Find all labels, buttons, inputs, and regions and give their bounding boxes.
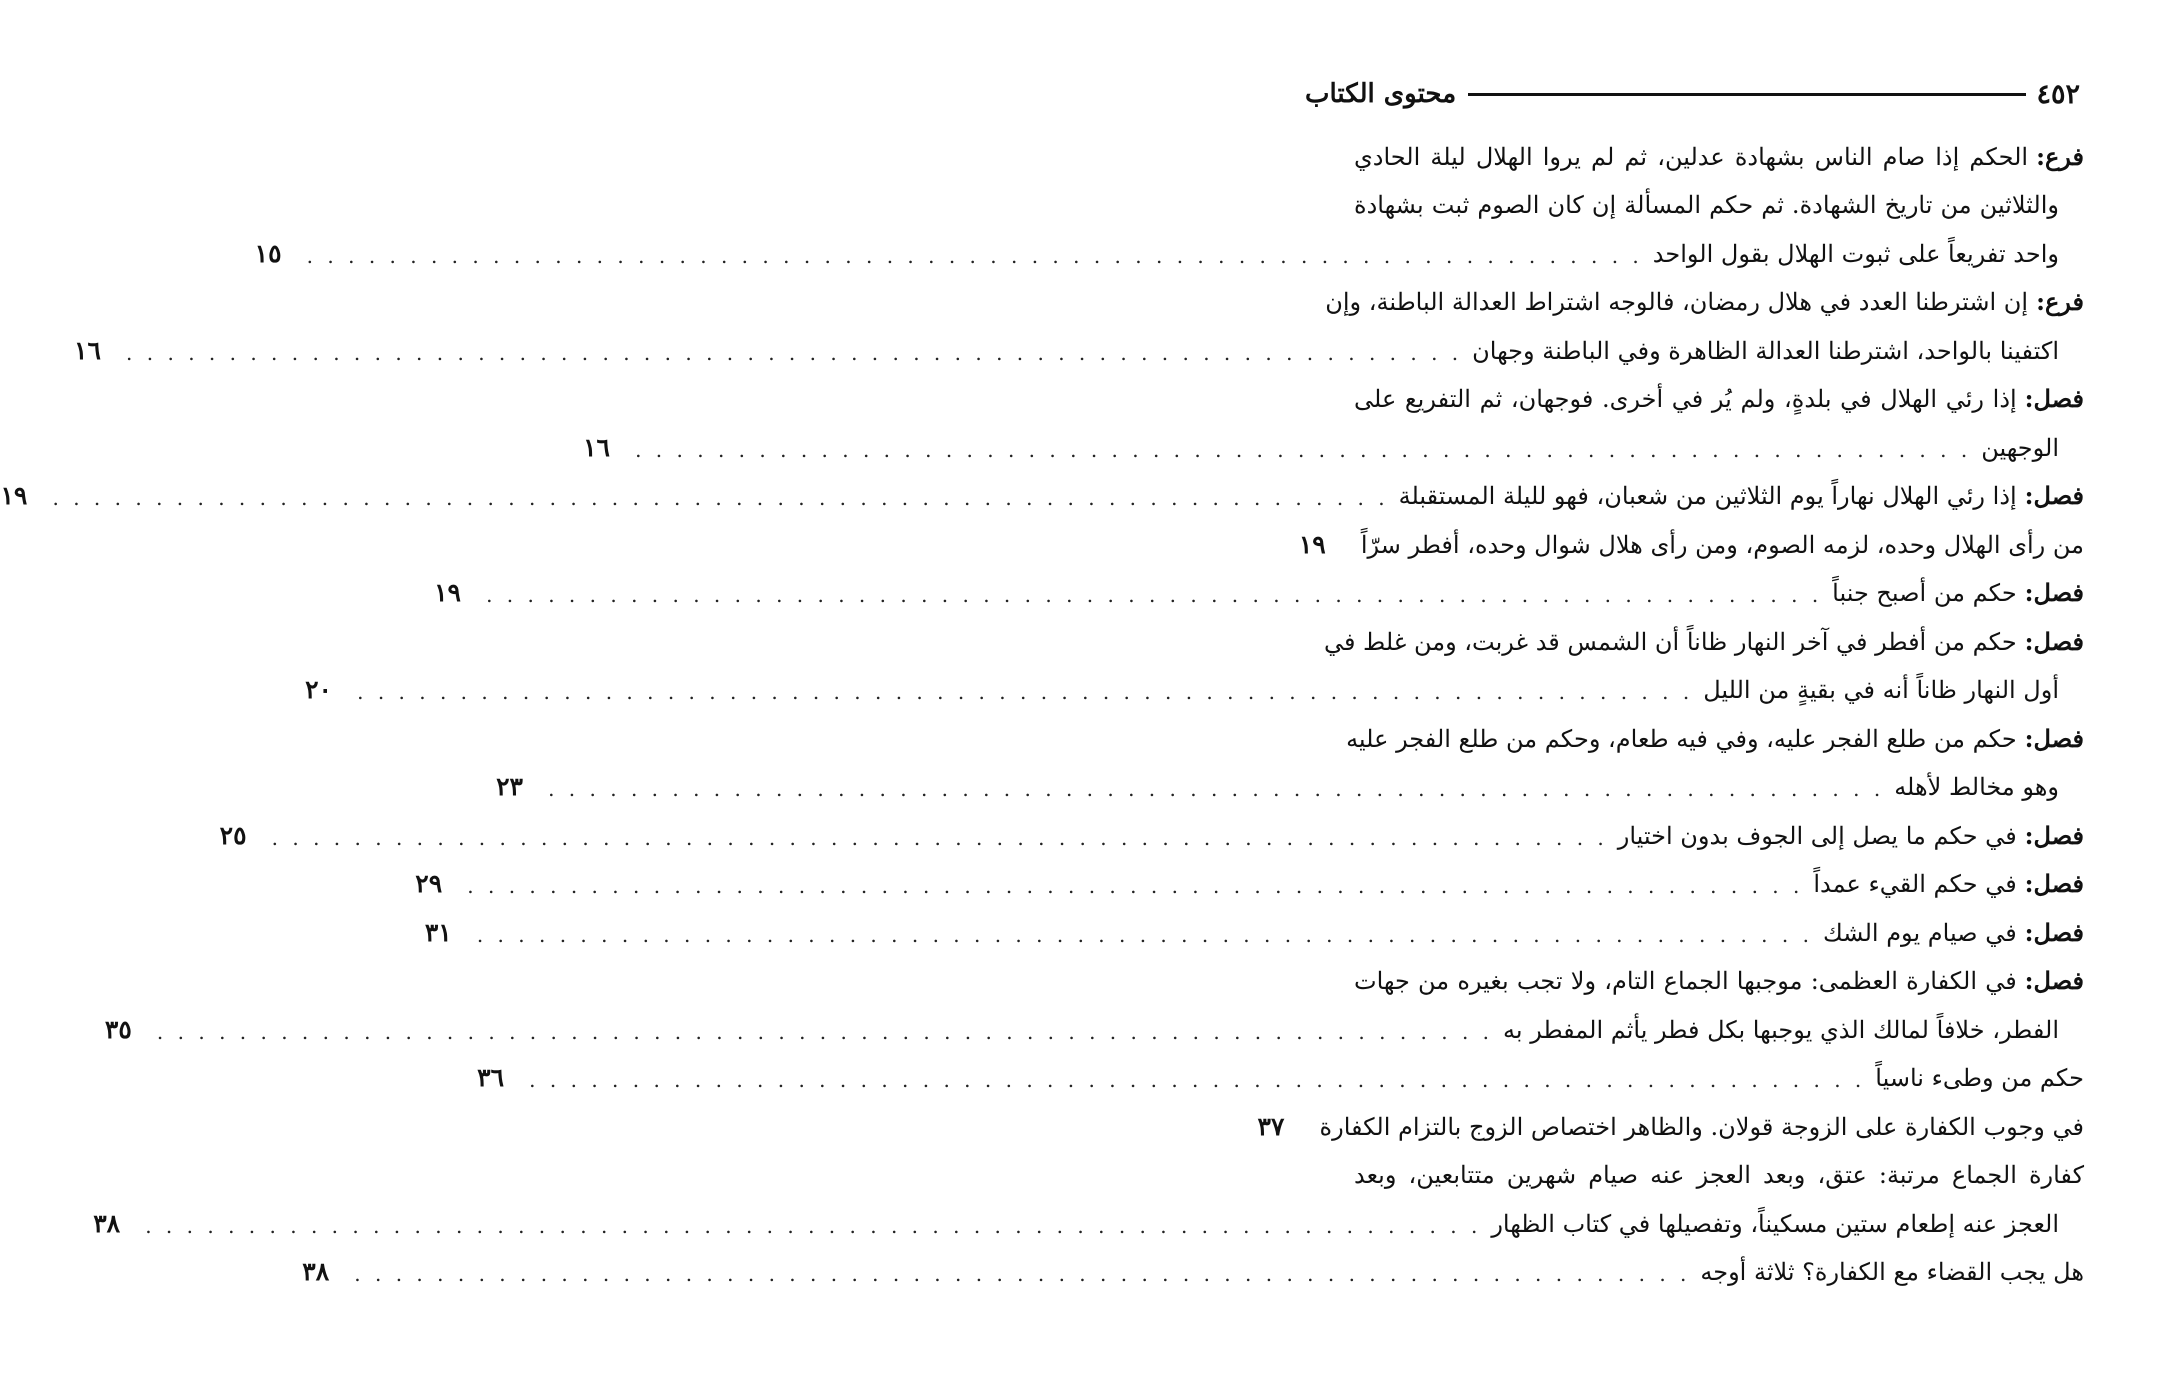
dot-leader: . . . . . . . . . . . . . . . . . . . . . . . . . . . . . . . . . . . . . . . . . . . . . . . . . . . . . . . . . . . . . . . . . [145, 1213, 1482, 1238]
dot-leader: . . . . . . . . . . . . . . . . . . . . . . . . . . . . . . . . . . . . . . . . . . . . . . . . . . . . . . . . . . . . . . . . . [548, 777, 1885, 801]
toc-line [1312, 610, 2084, 659]
entry-label: فصل: [2024, 626, 2084, 656]
entry-line-text: أول النهار ظاناً أنه في بقيةٍ من الليل [1703, 676, 2059, 704]
entry-text [1703, 673, 2084, 707]
entry-page-number: ١٩ [1298, 529, 1326, 559]
entry-line-text: حكم من أفطر في آخر النهار ظاناً أن الشمس قد غربت، ومن غلط في [1323, 627, 2017, 656]
toc-line [1298, 513, 2084, 562]
dot-leader: . . . . . . . . . . . . . . . . . . . . . . . . . . . . . . . . . . . . . . . . . . . . . . . . . . . . . . . . . . . . . . . . . [354, 1262, 1691, 1286]
entry-label: فصل: [2024, 869, 2084, 898]
entry-page-number: ١٩ [0, 481, 28, 510]
dot-leader: . . . . . . . . . . . . . . . . . . . . . . . . . . . . . . . . . . . . . . . . . . . . . . . . . . . . . . . . . . . . . . . . . [271, 825, 1608, 850]
entry-label: فصل: [2024, 966, 2084, 995]
entry-line-text: في الكفارة العظمى: موجبها الجماع التام، ولا تجب بغيره من جهات [1354, 967, 2017, 995]
dot-leader: . . . . . . . . . . . . . . . . . . . . . . . . . . . . . . . . . . . . . . . . . . . . . . . . . . . . . . . . . . . . . . . . . [126, 340, 1463, 365]
toc-line [477, 1047, 2084, 1096]
entry-label: فرع: [2036, 287, 2084, 316]
entry-text [1354, 1158, 2084, 1192]
entry-text [1875, 1061, 2084, 1095]
dot-leader: . . . . . . . . . . . . . . . . . . . . . . . . . . . . . . . . . . . . . . . . . . . . . . . . . . . . . . . . . . . . . . . . . [306, 243, 1643, 268]
entry-page-number: ٢٣ [496, 772, 523, 801]
entry-label: فرع: [2036, 141, 2084, 171]
entry-label: فصل: [2024, 481, 2084, 510]
toc-line [1312, 271, 2084, 320]
entry-line-text: إذا رئي الهلال نهاراً يوم الثلاثين من شعبان، فهو لليلة المستقبلة [1398, 482, 2017, 510]
toc-line [1312, 707, 2084, 756]
dot-leader: . . . . . . . . . . . . . . . . . . . . . . . . . . . . . . . . . . . . . . . . . . . . . . . . . . . . . . . . . . . . . . . . . [635, 437, 1972, 462]
entry-line-text: وهو مخالط لأهله [1894, 773, 2059, 801]
entry-line-text: هل يجب القضاء مع الكفارة؟ ثلاثة أوجه [1700, 1258, 2084, 1286]
page-number: ٤٥٢ [2036, 78, 2080, 110]
entry-line-text: في حكم القيء عمداً [1813, 870, 2017, 898]
entry-text [1823, 916, 2084, 950]
entry-page-number: ٢٥ [219, 820, 247, 850]
entry-page-number: ٣٦ [477, 1063, 505, 1092]
toc-line [219, 804, 2084, 853]
table-of-contents [0, 125, 2084, 1289]
entry-text [1354, 188, 2084, 222]
dot-leader: . . . . . . . . . . . . . . . . . . . . . . . . . . . . . . . . . . . . . . . . . . . . . . . . . . . . . . . . . . . . . . . . . [529, 1068, 1866, 1092]
entry-line-text: في صيام يوم الشك [1822, 918, 2017, 947]
entry-line-text: حكم من وطىء ناسياً [1875, 1064, 2084, 1092]
entry-line-text: إن اشترطنا العدد في هلال رمضان، فالوجه اشتراط العدالة الباطنة، وإن [1325, 288, 2029, 316]
toc-line [1312, 174, 2084, 223]
entry-line-text: في وجوب الكفارة على الزوجة قولان. والظاهر اختصاص الزوج بالتزام الكفارة [1319, 1112, 2084, 1141]
entry-line-text: واحد تفريعاً على ثبوت الهلال بقول الواحد [1652, 239, 2059, 268]
toc-line [583, 416, 2084, 465]
entry-page-number: ٣٥ [104, 1014, 132, 1044]
entry-text [1894, 770, 2084, 804]
toc-line [415, 853, 2084, 902]
toc-line [434, 562, 2084, 611]
header-rule [1468, 93, 2026, 96]
page-header [1305, 74, 2080, 114]
entry-label: فصل: [2024, 820, 2084, 850]
entry-label: فصل: [2024, 384, 2084, 413]
toc-line [254, 222, 2084, 271]
entry-page-number: ٣٨ [93, 1208, 121, 1238]
entry-line-text: الفطر، خلافاً لمالك الذي يوجبها بكل فطر يأثم المفطر به [1503, 1015, 2059, 1044]
entry-page-number: ٢٩ [415, 869, 443, 898]
entry-text [1346, 722, 2084, 756]
entry-text [1700, 1255, 2084, 1289]
entry-text [1324, 625, 2084, 659]
toc-line [1257, 1095, 2084, 1144]
entry-line-text: اكتفينا بالواحد، اشترطنا العدالة الظاهرة وفي الباطنة وجهان [1472, 336, 2059, 365]
entry-page-number: ٣٨ [302, 1257, 330, 1286]
entry-line-text: والثلاثين من تاريخ الشهادة. ثم حكم المسألة إن كان الصوم ثبت بشهادة [1354, 191, 2059, 219]
entry-line-text: كفارة الجماع مرتبة: عتق، وبعد العجز عنه صيام شهرين متتابعين، وبعد [1354, 1161, 2084, 1189]
entry-text [1399, 479, 2084, 513]
toc-line [104, 998, 2084, 1047]
entry-line-text: العجز عنه إطعام ستين مسكيناً، وتفصيلها في كتاب الظهار [1491, 1209, 2059, 1238]
entry-text [1354, 964, 2084, 998]
entry-text [1320, 1110, 2084, 1144]
toc-line [74, 319, 2084, 368]
entry-text [1472, 334, 2084, 368]
dot-leader: . . . . . . . . . . . . . . . . . . . . . . . . . . . . . . . . . . . . . . . . . . . . . . . . . . . . . . . . . . . . . . . . . [357, 680, 1694, 704]
entry-line-text: الحكم إذا صام الناس بشهادة عدلين، ثم لم يروا الهلال ليلة الحادي [1354, 142, 2029, 171]
entry-page-number: ١٦ [583, 432, 610, 462]
entry-page-number: ١٥ [254, 238, 282, 268]
dot-leader: . . . . . . . . . . . . . . . . . . . . . . . . . . . . . . . . . . . . . . . . . . . . . . . . . . . . . . . . . . . . . . . . . [52, 486, 1389, 510]
entry-label: فصل: [2024, 917, 2084, 947]
entry-text [1653, 237, 2084, 271]
entry-page-number: ٣٧ [1257, 1111, 1285, 1141]
dot-leader: . . . . . . . . . . . . . . . . . . . . . . . . . . . . . . . . . . . . . . . . . . . . . . . . . . . . . . . . . . . . . . . . . [486, 583, 1823, 607]
entry-page-number: ١٩ [434, 578, 461, 607]
entry-line-text: حكم من طلع الفجر عليه، وفي فيه طعام، وحكم من طلع الفجر عليه [1346, 724, 2017, 753]
toc-line [496, 756, 2084, 805]
entry-line-text: إذا رئي الهلال في بلدةٍ، ولم يُر في أخرى. فوجهان، ثم التفريع على [1354, 385, 2017, 413]
entry-text [1354, 140, 2084, 174]
toc-line [424, 901, 2084, 950]
entry-text [1503, 1013, 2084, 1047]
toc-line [305, 659, 2084, 708]
dot-leader: . . . . . . . . . . . . . . . . . . . . . . . . . . . . . . . . . . . . . . . . . . . . . . . . . . . . . . . . . . . . . . . . . [467, 874, 1804, 898]
entry-text [1813, 867, 2084, 901]
toc-line [93, 1192, 2084, 1241]
toc-line [1312, 1144, 2084, 1193]
entry-text [1325, 285, 2084, 319]
entry-line-text: في حكم ما يصل إلى الجوف بدون اختيار [1617, 821, 2017, 850]
toc-line [302, 1241, 2084, 1290]
entry-line-text: من رأى الهلال وحده، لزمه الصوم، ومن رأى هلال شوال وحده، أفطر سرّاً [1360, 530, 2084, 559]
entry-page-number: ١٦ [74, 335, 101, 365]
entry-label: فصل: [2024, 723, 2084, 753]
entry-line-text: حكم من أصبح جنباً [1832, 579, 2017, 607]
entry-page-number: ٣١ [424, 917, 452, 947]
entry-text [1981, 431, 2084, 465]
toc-line [1312, 950, 2084, 999]
dot-leader: . . . . . . . . . . . . . . . . . . . . . . . . . . . . . . . . . . . . . . . . . . . . . . . . . . . . . . . . . . . . . . . . . [156, 1019, 1494, 1044]
entry-text [1354, 382, 2084, 416]
entry-text [1618, 819, 2084, 853]
entry-text [1832, 576, 2084, 610]
running-title: محتوى الكتاب [1305, 79, 1457, 109]
toc-line [1312, 125, 2084, 174]
entry-label: فصل: [2024, 578, 2084, 607]
entry-text [1361, 528, 2084, 562]
entry-line-text: الوجهين [1981, 433, 2059, 462]
dot-leader: . . . . . . . . . . . . . . . . . . . . . . . . . . . . . . . . . . . . . . . . . . . . . . . . . . . . . . . . . . . . . . . . . [476, 922, 1813, 947]
entry-page-number: ٢٠ [305, 675, 332, 704]
entry-text [1491, 1207, 2084, 1241]
toc-line [1312, 368, 2084, 417]
toc-line [0, 465, 2084, 514]
